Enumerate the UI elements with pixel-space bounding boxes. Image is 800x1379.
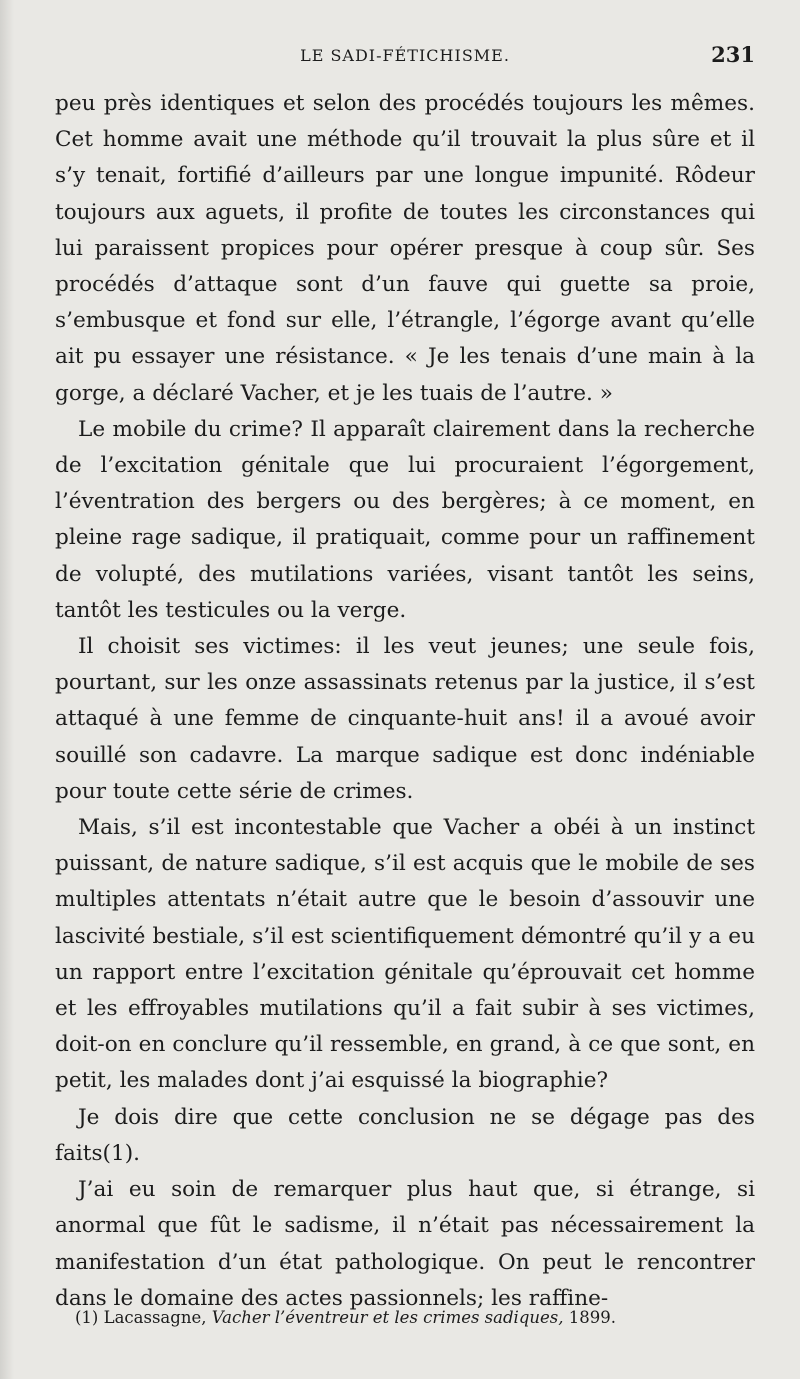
footnote-year: 1899. — [568, 1308, 616, 1327]
paragraph-2: Le mobile du crime? Il apparaît clairement dans la recherche de l’excitation génitale que lui procuraient l’égorgement, l’éventration des bergers ou des bergères; à ce moment, en pleine rage sadique, il pratiquait, comme pour un raffinement de volupté, des mutilations variées, visant tantôt les seins, tantôt les testicules ou la verge. — [55, 416, 755, 623]
body-text — [55, 86, 755, 1317]
paragraph-6: J’ai eu soin de remarquer plus haut que, si étrange, si anormal que fût le sadisme, il n’était pas nécessairement la manifestation d’un état pathologique. On peut le rencontrer dans le domaine des actes passionnels; les raffine- — [55, 1177, 755, 1311]
footnote-title: Vacher l’éventreur et les crimes sadiques, — [211, 1308, 564, 1327]
footnote — [55, 1306, 755, 1330]
page-number: 231 — [711, 42, 755, 67]
paragraph-3: Il choisit ses victimes: il les veut jeunes; une seule fois, pourtant, sur les onze assassinats retenus par la justice, il s’est attaqué à une femme de cinquante-huit ans! il a avoué avoir souillé son cadavre. La marque sadique est donc indéniable pour toute cette série de crimes. — [55, 634, 755, 804]
page-header — [55, 42, 755, 72]
paragraph-5: Je dois dire que cette conclusion ne se dégage pas des faits(1). — [55, 1104, 755, 1166]
footnote-marker: (1) Lacassagne, — [75, 1308, 207, 1327]
paragraph-1: peu près identiques et selon des procédés toujours les mêmes. Cet homme avait une méthode qu’il trouvait la plus sûre et il s’y tenait, fortifié d’ailleurs par une longue impunité. Rôdeur toujours aux aguets, il profite de toutes les circonstances qui lui paraissent propices pour opérer presque à coup sûr. Ses procédés d’attaque sont d’un fauve qui guette sa proie, s’embusque et fond sur elle, l’étrangle, l’égorge avant qu’elle ait pu essayer une résistance. « Je les tenais d’une main à la gorge, a déclaré Vacher, et je les tuais de l’autre. » — [55, 91, 755, 406]
paragraph-4: Mais, s’il est incontestable que Vacher a obéi à un instinct puissant, de nature sadique, s’il est acquis que le mobile de ses multiples attentats n’était autre que le besoin d’assouvir une lascivité bestiale, s’il est scientifiquement démontré qu’il y a eu un rapport entre l’excitation génitale qu’éprouvait cet homme et les effroyables mutilations qu’il a fait subir à ses victimes, doit-on en conclure qu’il ressemble, en grand, à ce que sont, en petit, les malades dont j’ai esquissé la biographie? — [55, 815, 755, 1094]
running-head: LE SADI-FÉTICHISME. — [300, 46, 510, 65]
